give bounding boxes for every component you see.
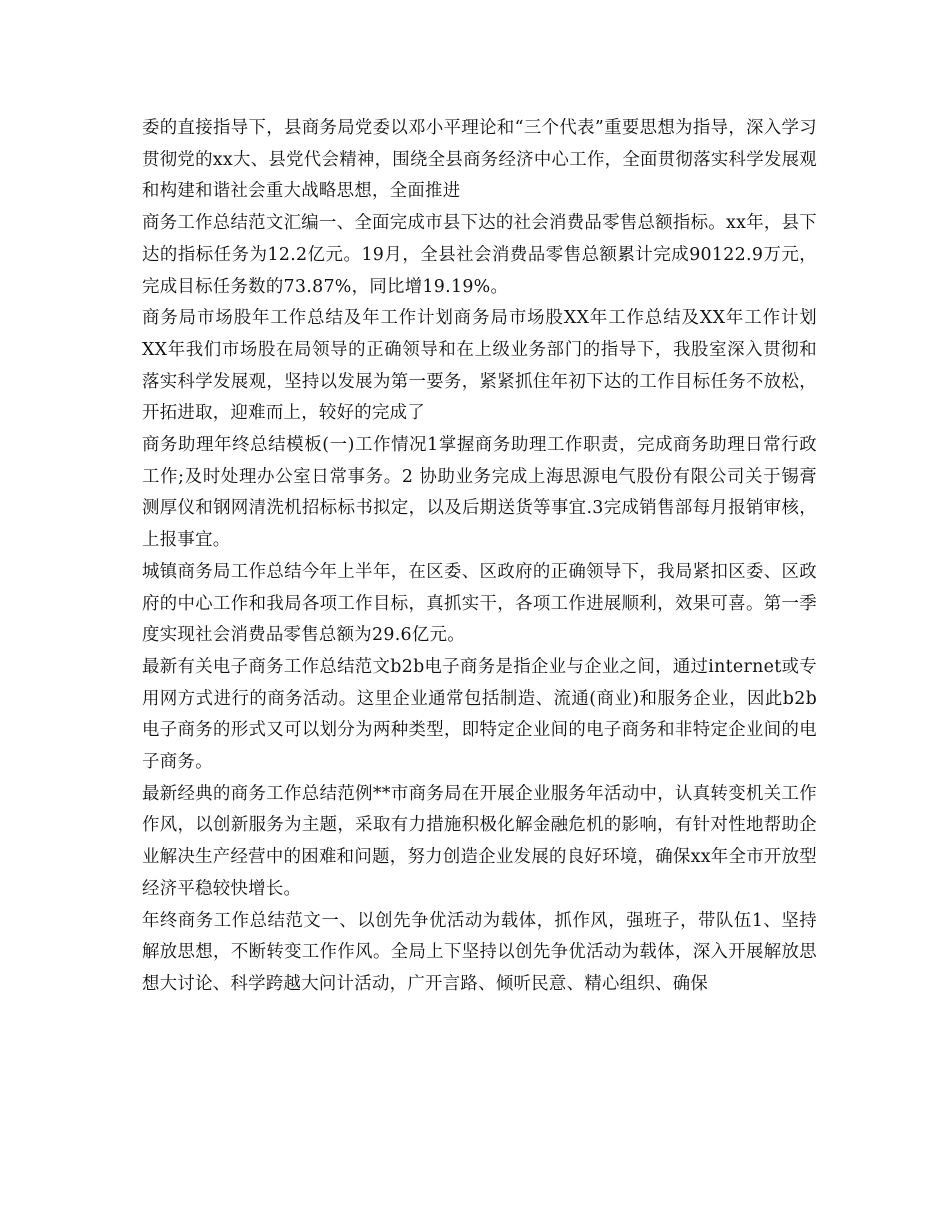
document-body xyxy=(142,113,817,1001)
paragraph: 商务助理年终总结模板(一)工作情况1掌握商务助理工作职责，完成商务助理日常行政工作;及时处理办公室日常事务。2 协助业务完成上海思源电气股份有限公司关于锡膏测厚仪和钢网清洗机招标标书拟定，以及后期送货等事宜.3完成销售部每月报销审核，上报事宜。 xyxy=(142,435,817,551)
paragraph: 年终商务工作总结范文一、以创先争优活动为载体，抓作风，强班子，带队伍1、坚持解放思想，不断转变工作作风。全局上下坚持以创先争优活动为载体，深入开展解放思想大讨论、科学跨越大问计活动，广开言路、倾听民意、精心组织、确保 xyxy=(142,910,817,994)
paragraph: 最新经典的商务工作总结范例**市商务局在开展企业服务年活动中，认真转变机关工作作风，以创新服务为主题，采取有力措施积极化解金融危机的影响，有针对性地帮助企业解决生产经营中的困难和问题，努力创造企业发展的良好环境，确保xx年全市开放型经济平稳较快增长。 xyxy=(142,783,817,899)
paragraph: 委的直接指导下，县商务局党委以邓小平理论和“三个代表”重要思想为指导，深入学习贯彻党的xx大、县党代会精神，围绕全县商务经济中心工作，全面贯彻落实科学发展观和构建和谐社会重大战略思想，全面推进 xyxy=(142,118,817,202)
paragraph: 商务工作总结范文汇编一、全面完成市县下达的社会消费品零售总额指标。xx年，县下达的指标任务为12.2亿元。19月，全县社会消费品零售总额累计完成90122.9万元，完成目标任务数的73.87%，同比增19.19%。 xyxy=(142,213,817,297)
paragraph: 城镇商务局工作总结今年上半年，在区委、区政府的正确领导下，我局紧扣区委、区政府的中心工作和我局各项工作目标，真抓实干，各项工作进展顺利，效果可喜。第一季度实现社会消费品零售总额为29.6亿元。 xyxy=(142,561,817,646)
paragraph: 最新有关电子商务工作总结范文b2b电子商务是指企业与企业之间，通过internet或专用网方式进行的商务活动。这里企业通常包括制造、流通(商业)和服务企业，因此b2b电子商务的形式又可以划分为两种类型，即特定企业间的电子商务和非特定企业间的电子商务。 xyxy=(142,656,817,773)
paragraph: 商务局市场股年工作总结及年工作计划商务局市场股XX年工作总结及XX年工作计划XX年我们市场股在局领导的正确领导和在上级业务部门的指导下，我股室深入贯彻和落实科学发展观，坚持以发展为第一要务，紧紧抓住年初下达的工作目标任务不放松，开拓进取，迎难而上，较好的完成了 xyxy=(142,308,817,424)
